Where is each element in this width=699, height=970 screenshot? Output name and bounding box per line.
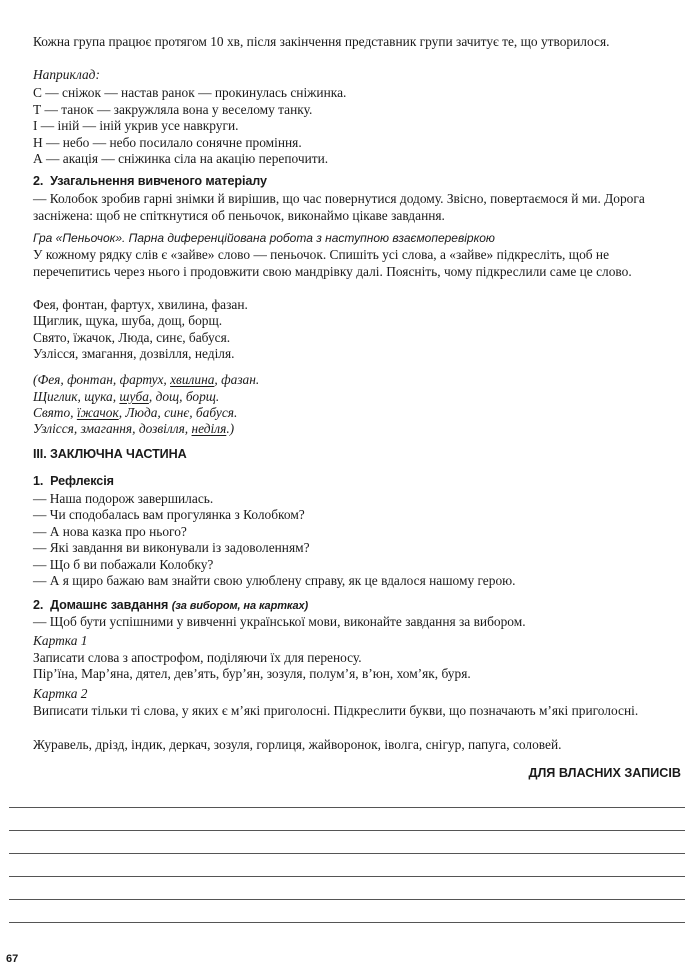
section-heading — [33, 173, 267, 190]
section-number: 2. — [33, 174, 44, 188]
answer-line — [33, 421, 234, 438]
underlined-word: шуба — [119, 389, 149, 404]
example-line: І — іній — іній укрив усе навкруги. — [33, 118, 239, 133]
subsection-title: Рефлексія — [50, 474, 114, 488]
card-task: Виписати тільки ті слова, у яких є м’які приголосні. Підкреслити букви, що позначають м’які приголосні. — [33, 703, 639, 718]
page-number: 67 — [6, 953, 19, 965]
writing-line — [9, 899, 685, 900]
answer-text: Щиглик, щука, — [33, 389, 120, 404]
word-line: Свято, їжачок, Люда, синє, бабуся. — [33, 330, 231, 345]
example-line: Т — танок — закружляла вона у веселому танку. — [33, 102, 313, 117]
subsection-heading — [33, 473, 114, 490]
word-line: Фея, фонтан, фартух, хвилина, фазан. — [33, 297, 248, 312]
answer-line — [33, 372, 259, 389]
reflection-line: — Що б ви побажали Колобку? — [33, 557, 214, 572]
writing-line — [9, 830, 685, 831]
word-line: Узлісся, змагання, дозвілля, неділя. — [33, 346, 235, 361]
answer-text: Узлісся, змагання, дозвілля, — [33, 421, 192, 436]
card-words: Журавель, дрізд, індик, деркач, зозуля, горлиця, жайворонок, іволга, снігур, папуга, соловей. — [33, 737, 562, 752]
word-line: Щиглик, щука, шуба, дощ, борщ. — [33, 313, 223, 328]
answer-line — [33, 389, 219, 406]
game-task: У кожному рядку слів є «зайве» слово — пеньочок. Спишіть усі слова, а «зайве» підкресліть, щоб не перечепитись через нього і продовжити свою мандрівку далі. Поясніть, чому підкреслили саме це слово. — [33, 247, 632, 279]
game-title: Гра «Пеньочок». Парна диференційована робота з наступною взаємоперевіркою — [33, 231, 495, 245]
part-heading: III. ЗАКЛЮЧНА ЧАСТИНА — [33, 447, 187, 461]
answer-text: (Фея, фонтан, фартух, — [33, 372, 171, 387]
underlined-word: хвилина — [170, 372, 215, 387]
answer-text: .) — [226, 421, 235, 436]
section-title: Узагальнення вивченого матеріалу — [50, 174, 267, 188]
subsection-title: Домашнє завдання — [50, 598, 169, 612]
underlined-word: неділя — [191, 421, 227, 436]
answer-line — [33, 405, 237, 422]
answer-text: Свято, — [33, 405, 77, 420]
example-line: А — акація — сніжинка сіла на акацію перепочити. — [33, 151, 329, 166]
section2-intro: — Колобок зробив гарні знімки й вирішив, що час повернутися додому. Звісно, повертаємося й ми. Дорога засніжена: щоб не спіткнутися об пеньочок, виконаймо цікаве завдання. — [33, 191, 645, 223]
writing-line — [9, 922, 685, 923]
reflection-line: — А я щиро бажаю вам знайти свою улюблену справу, як це вдалося нашому герою. — [33, 573, 516, 588]
homework-intro: — Щоб бути успішними у вивченні української мови, виконайте завдання за вибором. — [33, 614, 526, 629]
underlined-word: їжачок — [76, 405, 119, 420]
reflection-line: — Чи сподобалась вам прогулянка з Колобком? — [33, 507, 305, 522]
card-task: Записати слова з апострофом, поділяючи їх для переносу. — [33, 650, 362, 665]
answer-text: , фазан. — [214, 372, 260, 387]
intro-paragraph — [33, 34, 681, 51]
subsection-number: 2. — [33, 598, 44, 612]
writing-line — [9, 876, 685, 877]
answer-text: , дощ, борщ. — [148, 389, 220, 404]
card-label: Картка 1 — [33, 633, 88, 648]
card-label: Картка 2 — [33, 686, 88, 701]
answer-text: , Люда, синє, бабуся. — [118, 405, 238, 420]
subsection-number: 1. — [33, 474, 44, 488]
example-line: Н — небо — небо посилало сонячне проміння. — [33, 135, 302, 150]
writing-line — [9, 807, 685, 808]
subsection-heading — [33, 597, 308, 615]
reflection-line: — А нова казка про нього? — [33, 524, 187, 539]
reflection-line: — Наша подорож завершилась. — [33, 491, 214, 506]
intro-text: Кожна група працює протягом 10 хв, після закінчення представник групи зачитує те, що утворилося. — [33, 34, 610, 49]
writing-line — [9, 853, 685, 854]
card-words: Пір’їна, Мар’яна, дятел, дев’ять, бур’ян, зозуля, полум’я, в’юн, хом’як, буря. — [33, 666, 471, 681]
reflection-line: — Які завдання ви виконували із задоволенням? — [33, 540, 310, 555]
homework-note: (за вибором, на картках) — [171, 600, 309, 612]
notes-heading: ДЛЯ ВЛАСНИХ ЗАПИСІВ — [528, 766, 681, 780]
example-label: Наприклад: — [33, 67, 100, 82]
example-line: С — сніжок — настав ранок — прокинулась сніжинка. — [33, 85, 347, 100]
